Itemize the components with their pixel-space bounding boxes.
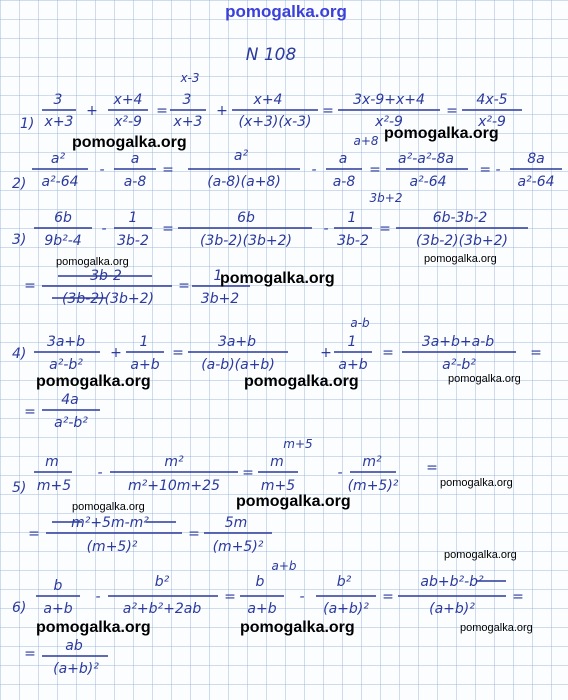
extra-factor: m+5 xyxy=(283,437,313,451)
numerator: 1 xyxy=(347,210,357,226)
numerator: 1 xyxy=(347,334,357,350)
numerator: x+4 xyxy=(113,92,143,108)
numerator: 3x-9+x+4 xyxy=(353,92,425,108)
numerator: a xyxy=(130,151,140,167)
denominator: (a-b)(a+b) xyxy=(201,357,275,373)
watermark: pomogalka.org xyxy=(240,619,355,636)
denominator: a²+b²+2ab xyxy=(122,601,202,617)
equals-sign: = xyxy=(379,221,391,237)
equals-sign: = xyxy=(188,526,200,542)
denominator: a+b xyxy=(130,357,160,373)
numerator: 3a+b xyxy=(217,334,257,350)
denominator: a+b xyxy=(247,601,277,617)
watermark: pomogalka.org xyxy=(384,125,499,142)
equals-sign: = xyxy=(530,345,542,361)
denominator: a²-64 xyxy=(41,174,79,190)
denominator: (a+b)² xyxy=(323,601,369,617)
watermark: pomogalka.org xyxy=(36,373,151,390)
numerator: 3 xyxy=(53,92,63,108)
problem-title: N 108 xyxy=(245,45,297,65)
numerator: a² xyxy=(233,148,249,164)
problem-number: 5) xyxy=(12,480,27,496)
problem-1 xyxy=(20,71,522,132)
denominator: m+5 xyxy=(260,478,296,494)
watermark: pomogalka.org xyxy=(72,501,145,513)
problem-number: 3) xyxy=(12,232,27,248)
operator: + xyxy=(216,103,228,119)
denominator: 3b+2 xyxy=(200,291,240,307)
operator: - xyxy=(101,221,107,237)
denominator: a-8 xyxy=(123,174,147,190)
denominator: m+5 xyxy=(36,478,72,494)
extra-factor: a-b xyxy=(350,316,370,330)
problem-number: 1) xyxy=(20,116,35,132)
equals-sign: = xyxy=(24,646,36,662)
watermark: pomogalka.org xyxy=(72,134,187,151)
watermark: pomogalka.org xyxy=(424,253,497,265)
denominator: a²-64 xyxy=(409,174,447,190)
numerator: 3b-2 xyxy=(90,268,122,284)
equals-sign: = xyxy=(156,103,168,119)
equals-sign: = xyxy=(382,345,394,361)
watermark: pomogalka.org xyxy=(460,622,533,634)
numerator: m² xyxy=(164,454,184,470)
operator: - xyxy=(323,221,329,237)
denominator: 3b-2 xyxy=(337,233,369,249)
denominator: (3b-2)(3b+2) xyxy=(415,233,509,249)
denominator: (3b-2)(3b+2) xyxy=(199,233,293,249)
watermark: pomogalka.org xyxy=(244,373,359,390)
operator: - xyxy=(337,465,343,481)
equals-sign: = xyxy=(162,162,174,178)
numerator: b² xyxy=(154,574,170,590)
equals-sign: = xyxy=(369,162,381,178)
denominator: (a-8)(a+8) xyxy=(207,174,281,190)
watermark: pomogalka.org xyxy=(236,493,351,510)
denominator: a²-b² xyxy=(49,357,83,373)
denominator: x+3 xyxy=(44,114,74,130)
denominator: (x+3)(x-3) xyxy=(238,114,312,130)
denominator: a-8 xyxy=(332,174,356,190)
operator: + xyxy=(110,345,122,361)
watermark: pomogalka.org xyxy=(444,549,517,561)
numerator: 1 xyxy=(213,268,223,284)
equals-sign: = xyxy=(24,278,36,294)
watermark: pomogalka.org xyxy=(56,256,129,268)
denominator: x²-9 xyxy=(478,114,506,130)
numerator: b xyxy=(255,574,265,590)
denominator: x²-9 xyxy=(114,114,142,130)
watermark: pomogalka.org xyxy=(448,373,521,385)
denominator: m²+10m+25 xyxy=(128,478,220,494)
denominator: a+b xyxy=(43,601,73,617)
operator: + xyxy=(86,103,98,119)
extra-factor: 3b+2 xyxy=(369,191,403,205)
numerator: 3a+b+a-b xyxy=(421,334,495,350)
denominator: (m+5)² xyxy=(212,539,264,555)
numerator: a² xyxy=(50,151,66,167)
numerator: 1 xyxy=(128,210,138,226)
numerator: m xyxy=(45,454,59,470)
denominator: 9b²-4 xyxy=(44,233,82,249)
extra-factor: x-3 xyxy=(180,71,200,85)
denominator: 3b-2 xyxy=(117,233,149,249)
numerator: m²+5m-m² xyxy=(71,515,149,531)
equals-sign: = - xyxy=(479,162,501,178)
denominator: (m+5)² xyxy=(86,539,138,555)
numerator: 4a xyxy=(61,392,79,408)
equals-sign: = xyxy=(426,460,438,476)
watermark: pomogalka.org xyxy=(36,619,151,636)
denominator: a+b xyxy=(338,357,368,373)
equals-sign: = xyxy=(162,221,174,237)
denominator: a²-b² xyxy=(442,357,476,373)
denominator: (m+5)² xyxy=(347,478,399,494)
numerator: m² xyxy=(362,454,382,470)
equals-sign: = xyxy=(28,526,40,542)
denominator: a²-64 xyxy=(517,174,555,190)
operator: + xyxy=(320,345,332,361)
watermark: pomogalka.org xyxy=(440,477,513,489)
denominator: x²-9 xyxy=(375,114,403,130)
numerator: m xyxy=(270,454,284,470)
problem-3 xyxy=(12,191,528,307)
operator: - xyxy=(99,162,105,178)
problem-5 xyxy=(12,437,438,555)
numerator: ab+b²-b² xyxy=(420,574,484,590)
numerator: 5m xyxy=(224,515,248,531)
operator: - xyxy=(299,589,305,605)
denominator: a²-b² xyxy=(54,415,88,431)
denominator: (3b-2)(3b+2) xyxy=(61,291,155,307)
extra-factor: a+8 xyxy=(353,134,379,148)
watermark: pomogalka.org xyxy=(220,270,335,287)
equals-sign: = xyxy=(382,589,394,605)
numerator: b² xyxy=(336,574,352,590)
numerator: 6b xyxy=(54,210,72,226)
problem-number: 4) xyxy=(12,346,27,362)
denominator: (a+b)² xyxy=(429,601,475,617)
problem-6 xyxy=(12,559,524,677)
numerator: a xyxy=(338,151,348,167)
operator: - xyxy=(95,589,101,605)
numerator: 6b xyxy=(237,210,255,226)
numerator: 8a xyxy=(527,151,545,167)
denominator: (a+b)² xyxy=(53,661,99,677)
equals-sign: = xyxy=(446,103,458,119)
equals-sign: = xyxy=(512,589,524,605)
numerator: 4x-5 xyxy=(476,92,508,108)
numerator: b xyxy=(53,578,63,594)
numerator: 6b-3b-2 xyxy=(432,210,488,226)
numerator: a²-a²-8a xyxy=(398,151,454,167)
numerator: 3a+b xyxy=(46,334,86,350)
equals-sign: = xyxy=(178,278,190,294)
extra-factor: a+b xyxy=(271,559,297,573)
problem-number: 2) xyxy=(12,176,27,192)
numerator: 3 xyxy=(182,92,192,108)
equals-sign: = xyxy=(322,103,334,119)
numerator: ab xyxy=(65,638,83,654)
equals-sign: = xyxy=(242,465,254,481)
problem-number: 6) xyxy=(12,600,27,616)
denominator: x+3 xyxy=(173,114,203,130)
operator: - xyxy=(97,465,103,481)
equals-sign: = xyxy=(224,589,236,605)
equals-sign: = xyxy=(172,345,184,361)
equals-sign: = xyxy=(24,404,36,420)
numerator: x+4 xyxy=(253,92,283,108)
numerator: 1 xyxy=(139,334,149,350)
operator: - xyxy=(311,162,317,178)
site-header-watermark[interactable]: pomogalka.org xyxy=(225,2,347,21)
